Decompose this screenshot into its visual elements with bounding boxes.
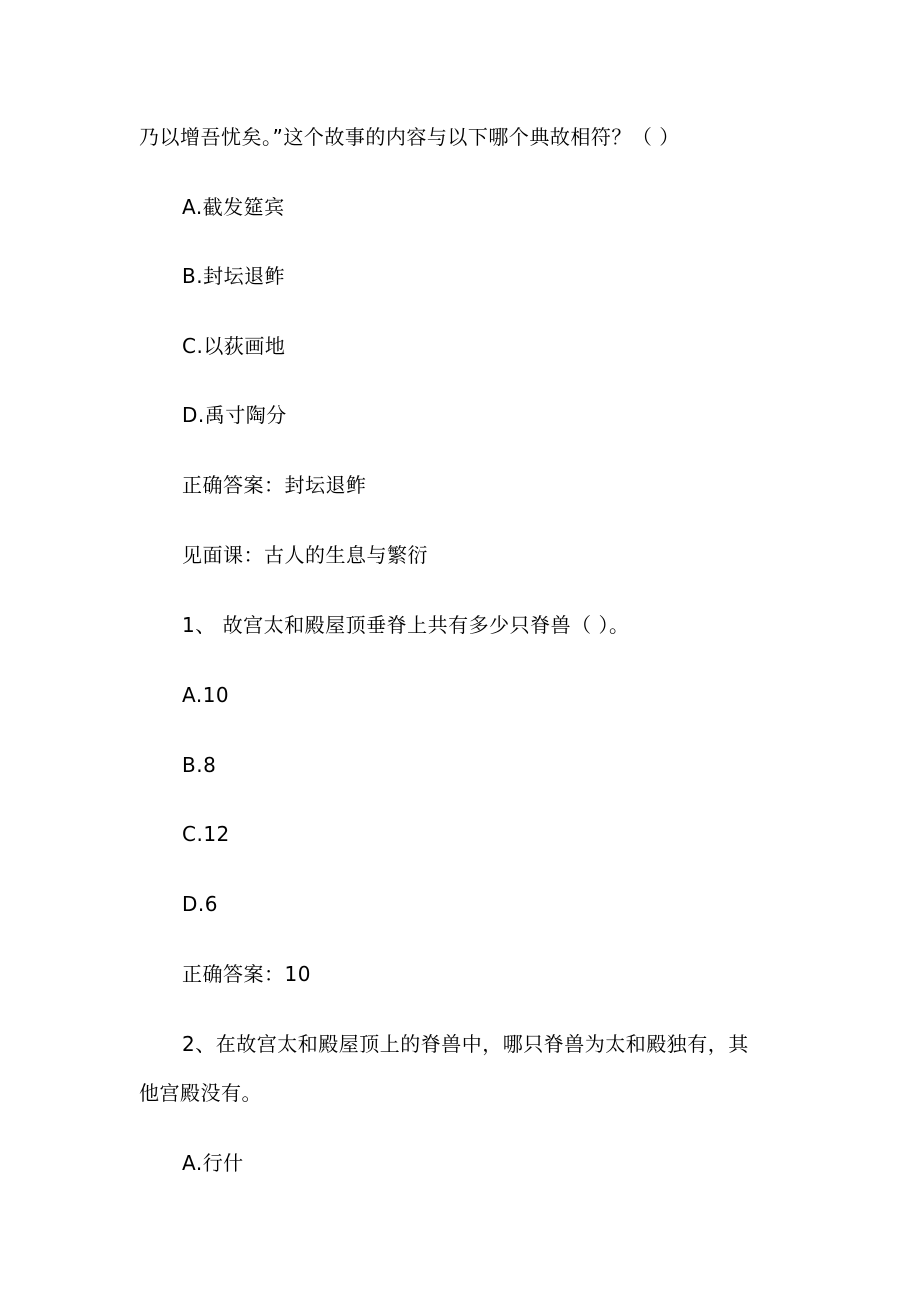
lesson-title: 见面课：古人的生息与繁衍 [182, 543, 428, 567]
option-d: D.禹寸陶分 [182, 403, 287, 427]
question-1-option-d: D.6 [182, 892, 218, 916]
question-2-stem-line-2: 他宫殿没有。 [139, 1081, 262, 1105]
question-1-stem: 1、 故宫太和殿屋顶垂脊上共有多少只脊兽（ ）。 [182, 613, 630, 637]
option-a: A.截发筵宾 [182, 195, 285, 219]
question-1-option-c: C.12 [182, 822, 230, 846]
question-2-stem-line-1: 2、在故宫太和殿屋顶上的脊兽中，哪只脊兽为太和殿独有，其 [182, 1032, 749, 1056]
option-b: B.封坛退鲊 [182, 264, 286, 288]
question-1-correct-answer: 正确答案：10 [182, 962, 311, 986]
question-1-option-b: B.8 [182, 753, 217, 777]
question-1-option-a: A.10 [182, 683, 230, 707]
question-stem-tail: 乃以增吾忧矣。”这个故事的内容与以下哪个典故相符？（ ） [139, 125, 680, 149]
option-c: C.以荻画地 [182, 334, 286, 358]
correct-answer: 正确答案：封坛退鲊 [182, 473, 367, 497]
question-2-option-a: A.行什 [182, 1151, 244, 1175]
